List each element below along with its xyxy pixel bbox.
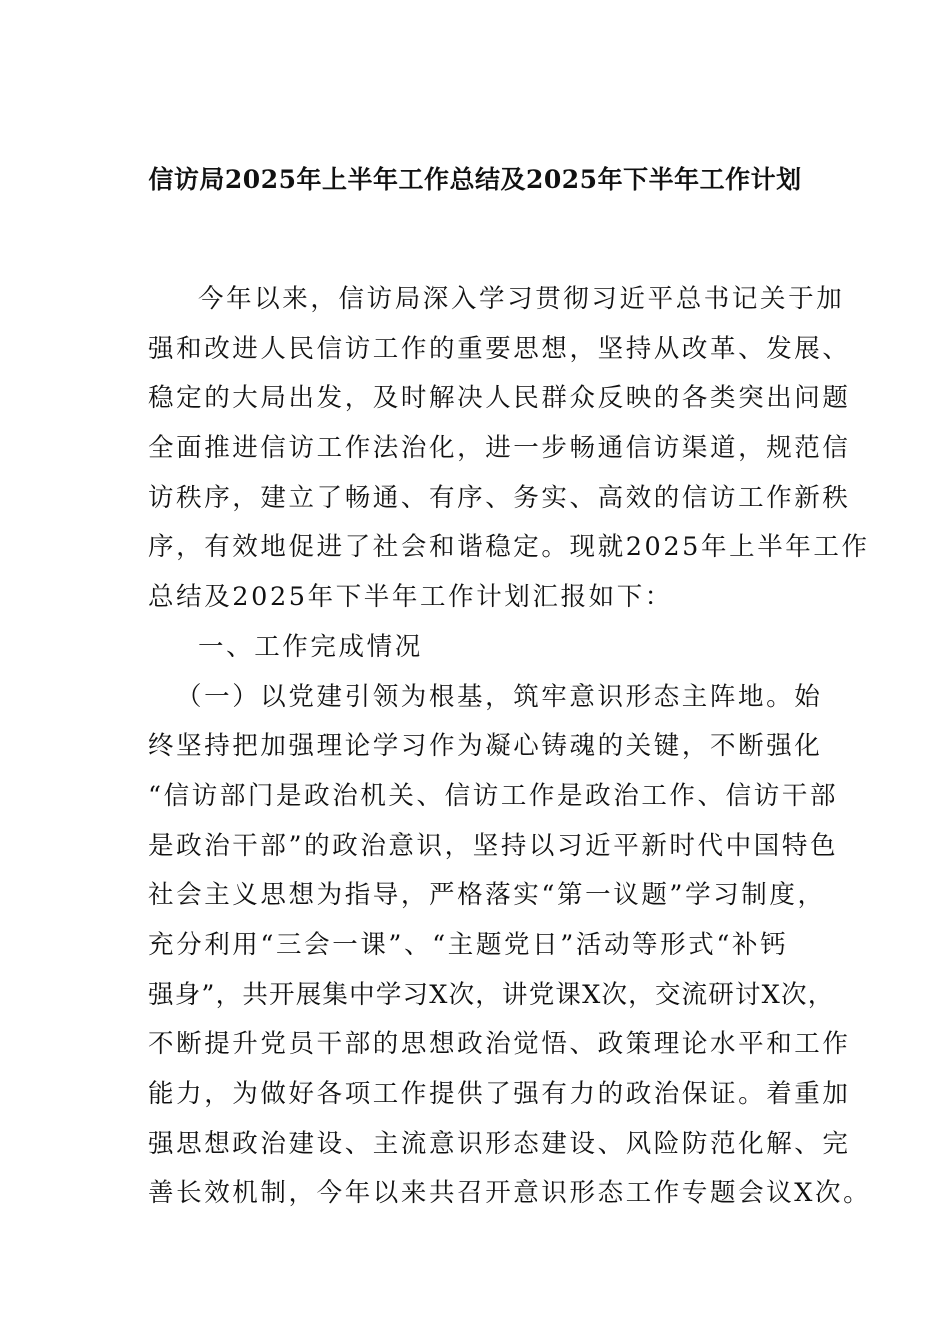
paragraph-line: 访秩序，建立了畅通、有序、务实、高效的信访工作新秩 (148, 482, 851, 513)
subsection-line: （一）以党建引领为根基，筑牢意识形态主阵地。始 (176, 681, 823, 712)
paragraph-line: 今年以来，信访局深入学习贯彻习近平总书记关于加 (198, 284, 845, 314)
paragraph-line: 社会主义思想为指导，严格落实“第一议题”学习制度， (148, 880, 826, 911)
paragraph-line: 不断提升党员干部的思想政治觉悟、政策理论水平和工作 (148, 1029, 851, 1060)
paragraph-line: 强身”，共开展集中学习X次，讲党课X次，交流研讨X次， (148, 979, 835, 1010)
document-title: 信访局2025年上半年工作总结及2025年下半年工作计划 (148, 165, 802, 194)
document-body (148, 275, 872, 1219)
paragraph-line: 是政治干部”的政治意识，坚持以习近平新时代中国特色 (148, 830, 839, 861)
paragraph-line: 终坚持把加强理论学习作为凝心铸魂的关键，不断强化 (148, 731, 823, 762)
paragraph-line: 全面推进信访工作法治化，进一步畅通信访渠道，规范信 (148, 433, 851, 464)
paragraph-line: 总结及2025年下半年工作计划汇报如下： (148, 582, 673, 613)
paragraph-line: 强思想政治建设、主流意识形态建设、风险防范化解、完 (148, 1128, 851, 1159)
paragraph-line: 序，有效地促进了社会和谐稳定。现就2025年上半年工作 (148, 532, 870, 563)
paragraph-line: “信访部门是政治机关、信访工作是政治工作、信访干部 (148, 780, 839, 811)
paragraph-line: 充分利用“三会一课”、“主题党日”活动等形式“补钙 (148, 929, 789, 960)
paragraph-line: 稳定的大局出发，及时解决人民群众反映的各类突出问题 (148, 383, 851, 414)
section-heading: 一、工作完成情况 (198, 631, 423, 662)
paragraph-line: 强和改进人民信访工作的重要思想，坚持从改革、发展、 (148, 333, 851, 364)
paragraph-line: 善长效机制，今年以来共召开意识形态工作专题会议X次。 (148, 1178, 872, 1209)
paragraph-line: 能力，为做好各项工作提供了强有力的政治保证。着重加 (148, 1079, 851, 1109)
